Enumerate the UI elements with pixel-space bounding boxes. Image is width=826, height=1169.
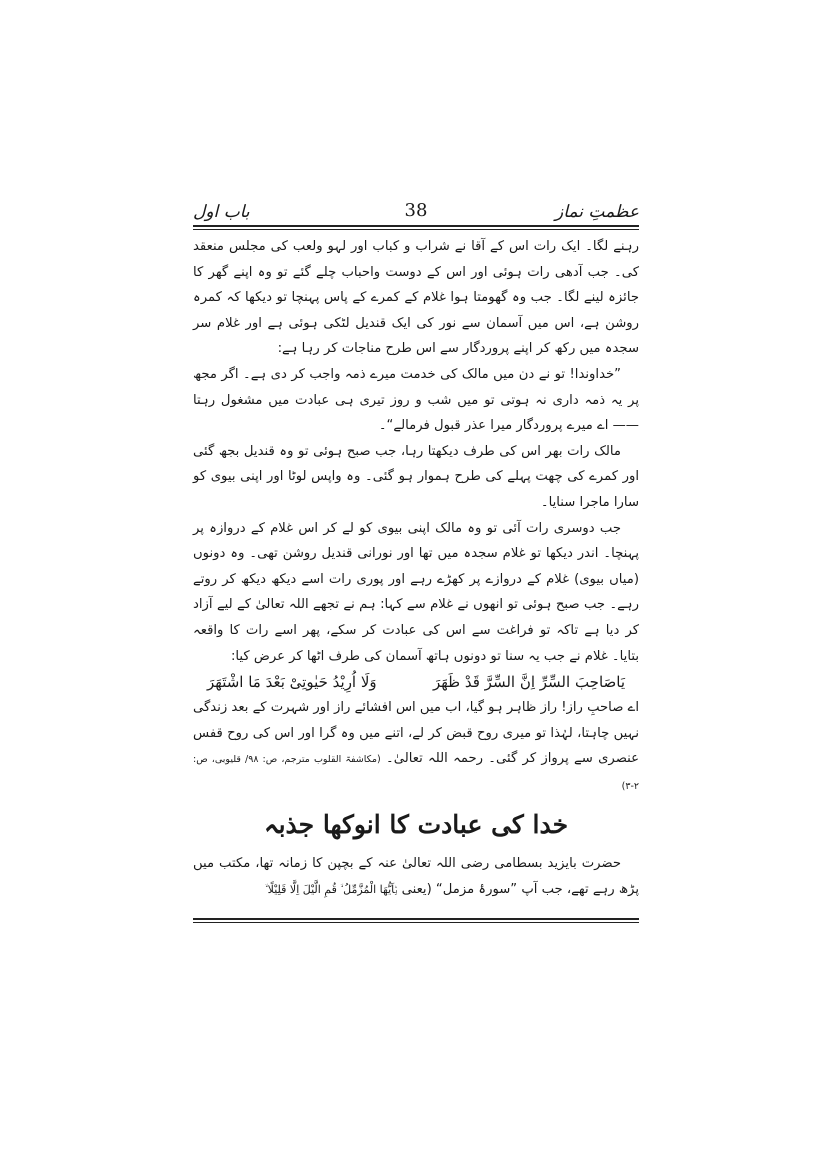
final-paragraph <box>193 851 639 902</box>
paragraph-1: رہنے لگا۔ ایک رات اس کے آقا نے شراب و کباب اور لہو ولعب کی مجلس منعقد کی۔ جب آدھی رات ہوئی اور اس کے دوست واحباب چلے گئے تو وہ اپنے گھر کا جائزہ لینے لگا۔ جب وہ گھومتا ہوا غلام کے کمرے کے پاس پہنچا تو دیکھا کہ کمرہ روشن ہے، اس میں آسمان سے نور کی ایک قندیل لٹکی ہوئی ہے اور غلام سر سجدہ میں رکھ کر اپنے پروردگار سے اس طرح مناجات کر رہا ہے: <box>193 239 639 357</box>
after-verse-text: اے صاحبِ راز! راز ظاہر ہو گیا، اب میں اس افشائے راز اور شہرت کے بعد زندگی نہیں چاہتا، لہٰذا تو میری روح قبض کر لے، اتنے میں وہ گرا اور اس کی روح قفس عنصری سے پرواز کر گئی۔ رحمہ اللہ تعالیٰ۔ <box>193 700 639 767</box>
book-page <box>193 0 639 1169</box>
footer-rule <box>193 918 639 923</box>
page-body <box>193 234 639 903</box>
final-ayah: یٰۤاَیُّهَا الْمُزَّمِّلُ ۙ قُمِ الَّیْلَ اِلَّا قَلِیْلًا ۙ <box>264 883 398 897</box>
reference: (مکاشفۃ القلوب مترجم، ص: ۹۸/ قلیوبی، ص: ۲-۳) <box>193 754 639 792</box>
verse-left: وَلَا اُرِیْدُ حَیٰوتِیْ بَعْدَ مَا اشْتَهَرَ <box>207 673 377 692</box>
paragraph-3: مالک رات بھر اس کی طرف دیکھتا رہا، جب صبح ہوئی تو وہ قندیل بجھ گئی اور کمرے کی چھت پہلے کی طرح ہموار ہو گئی۔ وہ واپس لوٹا اور اپنی بیوی کو سارا ماجرا سنایا۔ <box>193 443 639 510</box>
verse-right: یَاصَاحِبَ السِّرِّ اِنَّ السِّرَّ قَدْ ظَهَرَ <box>432 673 625 692</box>
final-text: حضرت بایزید بسطامی رضی اللہ تعالیٰ عنہ کے بچپن کا زمانہ تھا، مکتب میں پڑھ رہے تھے، جب آپ ”سورۂ مزمل“ (یعنی <box>193 856 639 898</box>
header-rule <box>193 225 639 230</box>
section-heading: خدا کی عبادت کا انوکھا جذبہ <box>263 810 569 840</box>
page-header <box>193 200 639 224</box>
book-title: عظمتِ نماز <box>555 202 639 222</box>
page-number: 38 <box>404 200 428 221</box>
paragraph-2: ”خداوندا! تو نے دن میں مالک کی خدمت میرے ذمہ واجب کر دی ہے۔ اگر مجھ پر یہ ذمہ داری نہ ہوتی تو میں شب و روز تیری ہی عبادت میں مشغول رہتا —— اے میرے پروردگار میرا عذر قبول فرمالے“۔ <box>193 366 639 434</box>
paragraph-4: جب دوسری رات آئی تو وہ مالک اپنی بیوی کو لے کر اس غلام کے دروازہ پر پہنچا۔ اندر دیکھا تو غلام سجدہ میں تھا اور نورانی قندیل روشن تھی۔ وہ دونوں (میاں بیوی) غلام کے دروازے پر کھڑے رہے اور پوری رات اسے دیکھ دیکھ کر روتے رہے۔ جب صبح ہوئی تو انھوں نے غلام سے کہا: ہم نے تجھے اللہ تعالیٰ کے لیے آزاد کر دیا ہے تاکہ تو فراغت سے اس کی عبادت کر سکے، پھر اسے رات کا واقعہ بتایا۔ غلام نے جب یہ سنا تو دونوں ہاتھ آسمان کی طرف اٹھا کر عرض کیا: <box>193 520 639 664</box>
chapter-label: باب اول <box>193 202 250 222</box>
arabic-verse <box>193 669 639 695</box>
after-verse-paragraph <box>193 695 639 799</box>
